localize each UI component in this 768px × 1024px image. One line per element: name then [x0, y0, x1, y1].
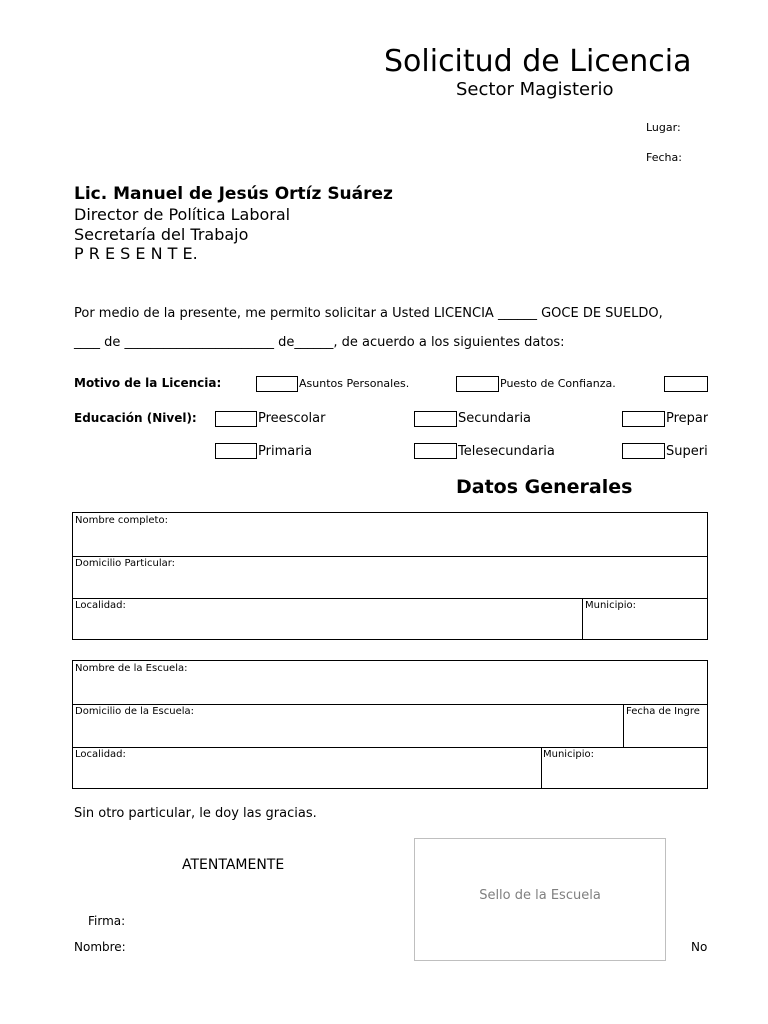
- checkbox-asuntos-personales[interactable]: [256, 376, 298, 392]
- request-line: Por medio de la presente, me permito solicitar a Usted LICENCIA ______ GOCE DE SUELDO,: [74, 306, 663, 321]
- checkbox-telesecundaria[interactable]: [414, 443, 457, 459]
- right-nombre-label: No: [691, 940, 708, 954]
- field-domicilio-particular[interactable]: [73, 556, 707, 598]
- closing-thanks: Sin otro particular, le doy las gracias.: [74, 806, 317, 821]
- field-nombre-escuela[interactable]: [73, 661, 707, 704]
- label-domicilio-escuela: Domicilio de la Escuela:: [75, 706, 195, 717]
- label-fecha-ingreso: Fecha de Ingre: [626, 706, 700, 717]
- page-subtitle: Sector Magisterio: [456, 79, 614, 100]
- educacion-label: Educación (Nivel):: [74, 411, 197, 425]
- option-secundaria: Secundaria: [458, 411, 532, 426]
- checkbox-superior[interactable]: [622, 443, 665, 459]
- label-municipio-escuela: Municipio:: [543, 749, 594, 760]
- place-label: Lugar:: [646, 121, 681, 134]
- addressee-position: Director de Política Laboral: [74, 205, 291, 224]
- escuela-box: [72, 660, 708, 789]
- firma-label: Firma:: [88, 914, 126, 928]
- checkbox-puesto-confianza[interactable]: [456, 376, 499, 392]
- field-localidad-municipio-escuela[interactable]: [73, 747, 707, 789]
- label-municipio: Municipio:: [585, 600, 636, 611]
- label-localidad-escuela: Localidad:: [75, 749, 126, 760]
- checkbox-primaria[interactable]: [215, 443, 257, 459]
- option-asuntos-personales: Asuntos Personales.: [299, 377, 410, 390]
- option-telesecundaria: Telesecundaria: [458, 444, 555, 459]
- checkbox-motivo-third[interactable]: [664, 376, 708, 392]
- option-primaria: Primaria: [258, 444, 313, 459]
- motivo-label: Motivo de la Licencia:: [74, 376, 222, 390]
- option-preescolar: Preescolar: [258, 411, 326, 426]
- date-label: Fecha:: [646, 151, 682, 164]
- label-nombre-escuela: Nombre de la Escuela:: [75, 663, 188, 674]
- checkbox-preparatoria[interactable]: [622, 411, 665, 427]
- page-title: Solicitud de Licencia: [384, 44, 692, 79]
- field-localidad-municipio[interactable]: [73, 598, 707, 640]
- option-preparatoria: Prepar: [666, 411, 708, 426]
- stamp-box: [414, 838, 666, 961]
- addressee-department: Secretaría del Trabajo: [74, 225, 249, 244]
- checkbox-preescolar[interactable]: [215, 411, 257, 427]
- label-nombre-completo: Nombre completo:: [75, 515, 168, 526]
- divider: [582, 599, 583, 640]
- divider: [623, 705, 624, 747]
- checkbox-secundaria[interactable]: [414, 411, 457, 427]
- stamp-label: Sello de la Escuela: [479, 888, 601, 903]
- label-domicilio-particular: Domicilio Particular:: [75, 558, 176, 569]
- date-line: ____ de _______________________ de______, de acuerdo a los siguientes datos:: [74, 335, 565, 350]
- label-localidad: Localidad:: [75, 600, 126, 611]
- datos-generales-box: [72, 512, 708, 640]
- atentamente-text: ATENTAMENTE: [182, 857, 285, 873]
- presente-text: P R E S E N T E.: [74, 244, 198, 263]
- addressee-name: Lic. Manuel de Jesús Ortíz Suárez: [74, 184, 393, 204]
- nombre-label: Nombre:: [74, 940, 126, 954]
- field-domicilio-escuela[interactable]: [73, 704, 707, 747]
- option-superior: Superi: [666, 444, 708, 459]
- field-nombre-completo[interactable]: [73, 513, 707, 556]
- divider: [541, 748, 542, 789]
- option-puesto-confianza: Puesto de Confianza.: [500, 377, 616, 390]
- section-title-datos-generales: Datos Generales: [456, 476, 633, 498]
